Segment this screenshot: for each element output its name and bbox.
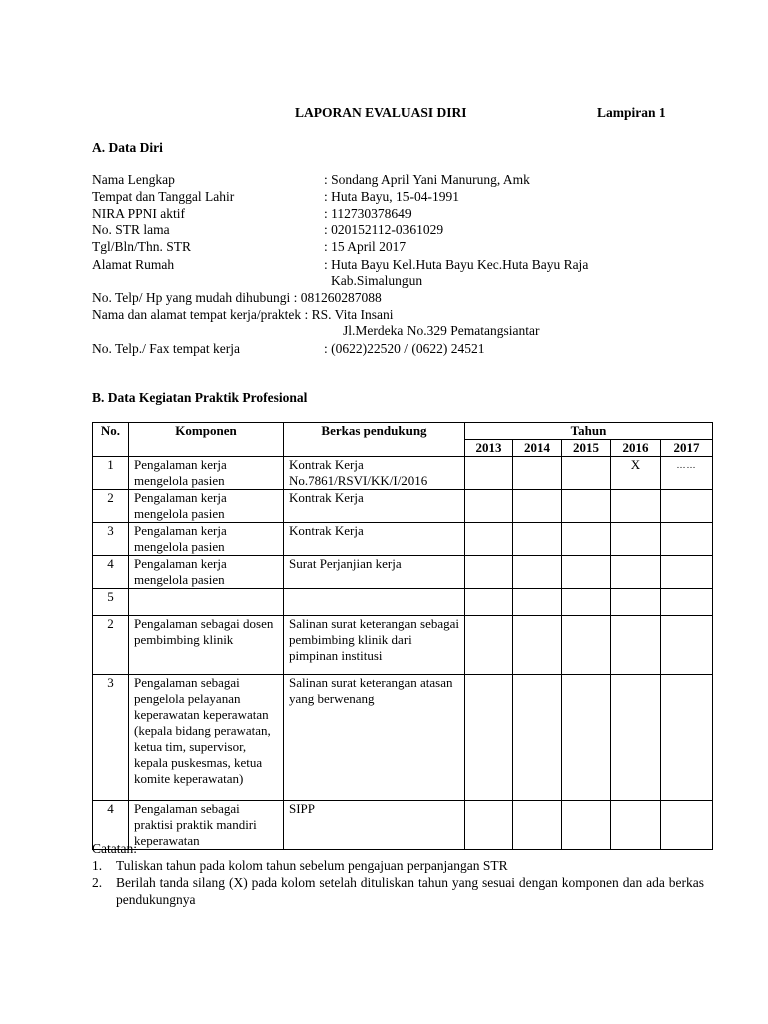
year-2015: 2015 bbox=[562, 440, 611, 457]
note-item bbox=[92, 874, 704, 908]
row-berkas: Surat Perjanjian kerja bbox=[284, 556, 465, 589]
mark-2015 bbox=[562, 675, 611, 801]
practice-activities-table bbox=[92, 422, 713, 850]
mark-2017 bbox=[661, 589, 713, 616]
field-value-address-cont: Kab.Simalungun bbox=[331, 273, 423, 288]
row-berkas: Kontrak Kerja bbox=[284, 523, 465, 556]
row-komponen: Pengalaman sebagai dosen pembimbing klinik bbox=[129, 616, 284, 675]
field-label-nira: NIRA PPNI aktif bbox=[92, 206, 186, 221]
row-no: 2 bbox=[93, 616, 129, 675]
mark-2014 bbox=[513, 457, 562, 490]
work-address: Jl.Merdeka No.329 Pematangsiantar bbox=[343, 323, 540, 338]
mark-2016 bbox=[611, 675, 661, 801]
notes-title: Catatan: bbox=[92, 841, 137, 856]
table-row bbox=[93, 523, 713, 556]
field-label-name: Nama Lengkap bbox=[92, 172, 175, 187]
row-komponen: Pengalaman sebagai pengelola pelayanan keperawatan keperawatan (kepala bidang perawatan, ketua tim, supervisor, kepala puskesmas, ketua komite keperawatan) bbox=[129, 675, 284, 801]
note-text: Tuliskan tahun pada kolom tahun sebelum pengajuan perpanjangan STR bbox=[116, 858, 508, 873]
note-number: 1. bbox=[92, 858, 103, 873]
phone-line: No. Telp/ Hp yang mudah dihubungi : 081260287088 bbox=[92, 290, 382, 305]
mark-2017 bbox=[661, 490, 713, 523]
col-header-komponen: Komponen bbox=[129, 423, 284, 457]
field-value-name: : Sondang April Yani Manurung, Amk bbox=[324, 172, 530, 187]
table-row bbox=[93, 556, 713, 589]
year-2016: 2016 bbox=[611, 440, 661, 457]
row-no: 3 bbox=[93, 675, 129, 801]
mark-2013 bbox=[465, 589, 513, 616]
field-label-str: No. STR lama bbox=[92, 222, 170, 237]
year-2014: 2014 bbox=[513, 440, 562, 457]
mark-2016 bbox=[611, 490, 661, 523]
mark-2015 bbox=[562, 589, 611, 616]
row-berkas: Kontrak Kerja bbox=[284, 490, 465, 523]
note-item bbox=[92, 857, 704, 874]
year-2013: 2013 bbox=[465, 440, 513, 457]
field-value-str-date: : 15 April 2017 bbox=[324, 239, 407, 254]
section-a-heading: A. Data Diri bbox=[92, 140, 163, 155]
row-komponen: Pengalaman kerja mengelola pasien bbox=[129, 490, 284, 523]
table-row bbox=[93, 589, 713, 616]
mark-2016 bbox=[611, 523, 661, 556]
section-b-heading: B. Data Kegiatan Praktik Profesional bbox=[92, 390, 308, 405]
mark-2013 bbox=[465, 675, 513, 801]
mark-2014 bbox=[513, 556, 562, 589]
field-label-birth: Tempat dan Tanggal Lahir bbox=[92, 189, 235, 204]
row-berkas bbox=[284, 589, 465, 616]
row-no: 4 bbox=[93, 556, 129, 589]
col-header-tahun: Tahun bbox=[465, 423, 713, 440]
mark-2013 bbox=[465, 556, 513, 589]
mark-2013 bbox=[465, 490, 513, 523]
year-2017: 2017 bbox=[661, 440, 713, 457]
row-berkas: Salinan surat keterangan sebagai pembimbing klinik dari pimpinan institusi bbox=[284, 616, 465, 675]
field-label-address: Alamat Rumah bbox=[92, 257, 175, 272]
mark-2014 bbox=[513, 675, 562, 801]
col-header-berkas: Berkas pendukung bbox=[284, 423, 465, 457]
row-berkas: Salinan surat keterangan atasan yang berwenang bbox=[284, 675, 465, 801]
field-label-fax: No. Telp./ Fax tempat kerja bbox=[92, 341, 241, 356]
mark-2017: …… bbox=[661, 457, 713, 490]
table-row bbox=[93, 457, 713, 490]
mark-2015 bbox=[562, 523, 611, 556]
work-line: Nama dan alamat tempat kerja/praktek : RS. Vita Insani bbox=[92, 307, 394, 322]
mark-2014 bbox=[513, 616, 562, 675]
row-no: 2 bbox=[93, 490, 129, 523]
field-value-address: : Huta Bayu Kel.Huta Bayu Kec.Huta Bayu Raja bbox=[324, 257, 589, 272]
mark-2014 bbox=[513, 490, 562, 523]
mark-2013 bbox=[465, 523, 513, 556]
row-berkas: Kontrak Kerja No.7861/RSVI/KK/I/2016 bbox=[284, 457, 465, 490]
row-komponen: Pengalaman kerja mengelola pasien bbox=[129, 457, 284, 490]
mark-2017 bbox=[661, 556, 713, 589]
mark-2014 bbox=[513, 589, 562, 616]
row-berkas: SIPP bbox=[284, 801, 465, 850]
mark-2015 bbox=[562, 457, 611, 490]
table-row bbox=[93, 490, 713, 523]
mark-2016 bbox=[611, 616, 661, 675]
notes-section bbox=[92, 840, 704, 908]
mark-2015 bbox=[562, 490, 611, 523]
field-value-nira: : 112730378649 bbox=[324, 206, 412, 221]
row-no: 5 bbox=[93, 589, 129, 616]
row-no: 3 bbox=[93, 523, 129, 556]
row-no: 1 bbox=[93, 457, 129, 490]
row-komponen: Pengalaman kerja mengelola pasien bbox=[129, 556, 284, 589]
col-header-no: No. bbox=[93, 423, 129, 457]
field-value-birth: : Huta Bayu, 15-04-1991 bbox=[324, 189, 459, 204]
mark-2014 bbox=[513, 523, 562, 556]
mark-2016: X bbox=[611, 457, 661, 490]
mark-2016 bbox=[611, 556, 661, 589]
mark-2017 bbox=[661, 523, 713, 556]
mark-2016 bbox=[611, 589, 661, 616]
mark-2015 bbox=[562, 556, 611, 589]
report-title: LAPORAN EVALUASI DIRI bbox=[295, 105, 467, 120]
field-value-str: : 020152112-0361029 bbox=[324, 222, 444, 237]
field-value-fax: : (0622)22520 / (0622) 24521 bbox=[324, 341, 485, 356]
note-text: Berilah tanda silang (X) pada kolom setelah dituliskan tahun yang sesuai dengan komponen dan ada berkas pendukungnya bbox=[116, 875, 704, 907]
attachment-label: Lampiran 1 bbox=[597, 105, 666, 120]
mark-2017 bbox=[661, 616, 713, 675]
mark-2013 bbox=[465, 616, 513, 675]
mark-2017 bbox=[661, 675, 713, 801]
table-row bbox=[93, 616, 713, 675]
row-komponen bbox=[129, 589, 284, 616]
table-row bbox=[93, 675, 713, 801]
mark-2015 bbox=[562, 616, 611, 675]
note-number: 2. bbox=[92, 875, 103, 890]
row-no: 4 bbox=[93, 801, 129, 850]
table-header-row bbox=[93, 423, 713, 440]
field-label-str-date: Tgl/Bln/Thn. STR bbox=[92, 239, 192, 254]
row-komponen: Pengalaman sebagai praktisi praktik mandiri keperawatan bbox=[129, 801, 284, 850]
row-komponen: Pengalaman kerja mengelola pasien bbox=[129, 523, 284, 556]
mark-2013 bbox=[465, 457, 513, 490]
